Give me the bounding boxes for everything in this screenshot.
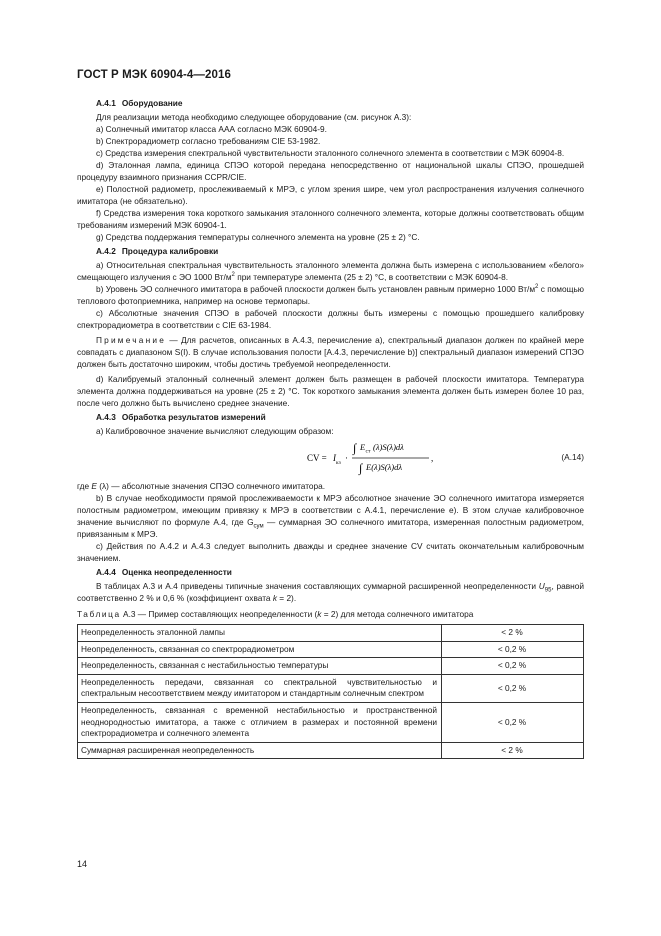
list-item: a) Калибровочное значение вычисляют следующим образом:	[96, 426, 334, 436]
formula-current: I	[333, 453, 336, 463]
list-item: e) Полостной радиометр, прослеживаемый к МРЭ, с углом зрения шире, чем угол распространения излучения солнечного имитатора (не обязательно).	[77, 184, 584, 206]
table-row	[78, 702, 584, 742]
subscript: 95	[544, 587, 552, 594]
list-item	[77, 283, 584, 307]
formula-lhs: CV =	[307, 453, 327, 463]
table-cell-description: Неопределенность, связанная с временной нестабильностью и пространственной неоднородностью имитатора, а также с отличием в размерах и постоянной времени спектрорадиометра и солнечного элемента	[78, 702, 442, 742]
integral-sign: ∫	[359, 461, 363, 475]
text-run: a) Относительная спектральная чувствительность эталонного элемента должна быть измерена с использованием «белого» смещающего излучения с ЭО 1000 Вт/м	[77, 260, 584, 282]
table-caption	[77, 608, 584, 620]
text-run: b) Уровень ЭО солнечного имитатора в рабочей плоскости должен быть установлен равным примерно 1000 Вт/м	[96, 284, 536, 294]
list-item: d) Эталонная лампа, единица СПЭО которой передана непосредственно от национальной шкалы СПЭО, прошедшей процедуру взаимного признания CCPR/CIE.	[77, 160, 584, 182]
list-item: g) Средства поддержания температуры солнечного элемента на уровне (25 ± 2) °С.	[96, 232, 420, 242]
text-run: = 2) для метода солнечного имитатора	[321, 609, 474, 619]
text-run: (λ) — абсолютные значения СПЭО солнечного имитатора.	[96, 481, 326, 491]
list-item	[77, 259, 584, 283]
uncertainty-table	[77, 624, 584, 759]
text-run: В таблицах А.3 и А.4 приведены типичные значения составляющих суммарной расширенной неопределенности	[96, 581, 539, 591]
table-row	[78, 674, 584, 702]
text-run: , равной соответственно 2 % и 0,6 % (коэффициент охвата	[77, 581, 585, 603]
note-text: — Для расчетов, описанных в А.4.3, перечисление а), спектральный диапазон должен по крайней мере совпадать с диапазоном S(I). В случае использования полости [А.4.3, перечисление b)] спектральный диапазон измерений СПЭО должен быть достаточно широким, чтобы достичь требуемой неопределенности.	[77, 335, 584, 369]
table-cell-value: < 2 %	[442, 625, 584, 642]
formula-explanation: где E (λ) — абсолютные значения СПЭО солнечного имитатора.	[77, 481, 326, 491]
list-item: c) Средства измерения спектральной чувствительности эталонного солнечного элемента в соответствии с МЭК 60904-8.	[96, 148, 565, 158]
text-run: при температуре элемента (25 ± 2) °С, в соответствии с МЭК 60904-8.	[234, 272, 509, 282]
numerator-rest: (λ)S(λ)dλ	[373, 442, 404, 452]
table-row	[78, 658, 584, 675]
variable: E	[91, 481, 97, 491]
list-item: d) Калибруемый эталонный солнечный элемент должен быть размещен в рабочей плоскости имитатора. Температура элемента должна поддерживаться на уровне (25 ± 2) °С. Ток короткого замыкания элемента должен быть измерен более 10 раз, после чего должно быть вычислено среднее значение.	[77, 374, 584, 408]
section-title: Оборудование	[121, 98, 183, 108]
section-title: Процедура калибровки	[121, 246, 219, 256]
table-cell-value: < 0,2 %	[442, 641, 584, 658]
variable: U	[538, 581, 545, 591]
list-item: b) Спектрорадиометр согласно требованиям CIE 53-1982.	[96, 136, 321, 146]
paragraph	[77, 580, 584, 604]
superscript: 2	[231, 272, 235, 279]
table-cell-description: Неопределенность эталонной лампы	[78, 625, 442, 642]
text-run: А.3 — Пример составляющих неопределенности (	[120, 609, 318, 619]
table-cell-value: < 0,2 %	[442, 674, 584, 702]
superscript: 2	[535, 284, 539, 291]
table-cell-value: < 0,2 %	[442, 658, 584, 675]
text-run: — суммарная ЭО солнечного имитатора, измеренная полостным радиометром, привязанным к МРЭ.	[77, 517, 584, 539]
numerator-e-subscript: ст	[365, 448, 371, 455]
section-heading-a44	[77, 566, 584, 578]
text-run: с помощью теплового фотоприемника, например на основе термопары.	[77, 284, 584, 306]
section-heading-a43	[77, 411, 584, 423]
variable: k	[272, 593, 277, 603]
table-row	[78, 742, 584, 759]
formula-graphic	[307, 439, 497, 479]
text-run: = 2).	[276, 593, 297, 603]
section-number: A.4.2	[96, 246, 116, 256]
formula-current-subscript: кз	[336, 460, 341, 466]
page-number: 14	[77, 859, 88, 869]
numerator-e: E	[360, 442, 366, 452]
note	[77, 334, 584, 370]
section-number: A.4.1	[96, 98, 116, 108]
section-heading-a42	[77, 245, 584, 257]
formula-a14	[77, 439, 584, 479]
section-number: A.4.3	[96, 412, 116, 422]
list-item: c) Действия по А.4.2 и А.4.3 следует выполнить дважды и среднее значение CV считать окончательным калибровочным значением.	[77, 541, 584, 563]
section-title: Оценка неопределенности	[121, 567, 232, 577]
section-heading-a41	[77, 97, 584, 109]
table-cell-value: < 0,2 %	[442, 702, 584, 742]
text-run: b) В случае необходимости прямой прослеживаемости к МРЭ абсолютное значение ЭО солнечного имитатора измеряется полостным радиометром, имеющим привязку к МРЭ в соответствии с А.4.1, перечисление е). В этом случае калибровочное значение вычисляют по формуле А.4, где G	[77, 493, 584, 527]
paragraph: Для реализации метода необходимо следующее оборудование (см. рисунок А.3):	[96, 112, 412, 122]
formula-dot: ·	[345, 453, 348, 463]
list-item: c) Абсолютные значения СПЭО в рабочей плоскости должны быть измерены с помощью прошедшего калибровку спектрорадиометра в соответствии с CIE 63-1984.	[77, 308, 584, 330]
table-cell-description: Неопределенность передачи, связанная со спектральной чувствительностью и спектральным несоответствием между имитатором и стандартным солнечным спектром	[78, 674, 442, 702]
integral-sign: ∫	[353, 441, 357, 455]
document-body	[77, 95, 584, 759]
table-row	[78, 641, 584, 658]
subscript: сум	[253, 523, 264, 530]
section-title: Обработка результатов измерений	[121, 412, 266, 422]
table-cell-description: Неопределенность, связанная со спектрорадиометром	[78, 641, 442, 658]
formula-comma: ,	[431, 453, 434, 463]
document-header: ГОСТ Р МЭК 60904-4—2016	[77, 69, 231, 81]
list-item	[77, 492, 584, 540]
note-label: Примечание	[96, 335, 167, 345]
table-cell-description: Неопределенность, связанная с нестабильностью температуры	[78, 658, 442, 675]
denominator: E(λ)S(λ)dλ	[366, 462, 403, 472]
table-cell-description: Суммарная расширенная неопределенность	[78, 742, 442, 759]
equation-number: (A.14)	[561, 452, 584, 462]
section-number: A.4.4	[96, 567, 116, 577]
list-item: a) Солнечный имитатор класса ААА согласно МЭК 60904-9.	[96, 124, 327, 134]
table-cell-value: < 2 %	[442, 742, 584, 759]
caption-label: Таблица	[77, 609, 121, 619]
table-row	[78, 625, 584, 642]
list-item: f) Средства измерения тока короткого замыкания эталонного солнечного элемента, которые должны соответствовать общим требованиям измерений МЭК 60904-1.	[77, 208, 584, 230]
variable: k	[317, 609, 322, 619]
